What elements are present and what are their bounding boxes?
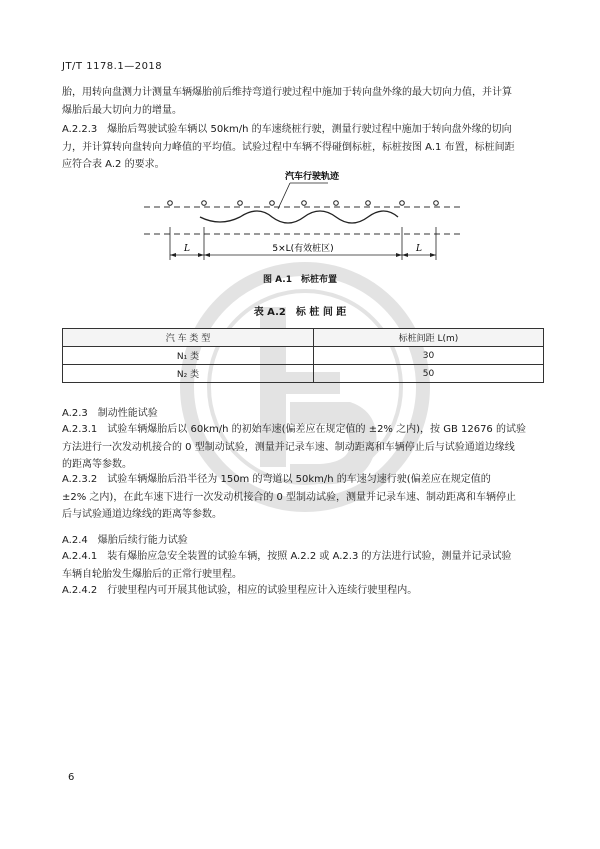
page-number: 6 [68, 772, 75, 783]
figure-caption: 图 A.1 标桩布置 [263, 275, 337, 285]
cell-vehicle-type: N₂ 类 [63, 365, 314, 383]
paragraph-a223: A.2.2.3 爆胎后驾驶试验车辆以 50km/h 的车速绕桩行驶，测量行驶过程中施加于转向盘外缘的切向 力，并计算转向盘转向力峰值的平均值。试验过程中车辆不得碰倒标桩，标桩按图 A.1 布置，标桩间距 应符合表 A.2 的要求。 [62, 124, 515, 170]
table-row [63, 347, 544, 365]
section-heading-a24: A.2.4 爆胎后续行能力试验 [62, 535, 188, 546]
stake-layout-figure [140, 165, 460, 275]
table-header-row [63, 329, 544, 347]
cell-stake-spacing: 50 [314, 365, 544, 383]
cell-vehicle-type: N₁ 类 [63, 347, 314, 365]
stake-marker [270, 201, 275, 206]
stake-marker [366, 201, 371, 206]
section-heading-a23: A.2.3 制动性能试验 [62, 408, 158, 419]
stake-marker [168, 201, 173, 206]
table-caption: 表 A.2 标 桩 间 距 [253, 307, 347, 318]
effective-zone-label: 5×L(有效桩区) [272, 244, 334, 254]
stake-marker [238, 201, 243, 206]
stake-marker [434, 201, 439, 206]
paragraph-intro: 胎，用转向盘测力计测量车辆爆胎前后维持弯道行驶过程中施加于转向盘外缘的最大切向力值，并计算 爆胎后最大切向力的增量。 [62, 87, 512, 116]
paragraph-a242: A.2.4.2 行驶里程内可开展其他试验，相应的试验里程应计入连续行驶里程内。 [62, 585, 418, 596]
cell-stake-spacing: 30 [314, 347, 544, 365]
table-row [63, 365, 544, 383]
left-spacing-label: L [184, 244, 190, 254]
stake-marker [334, 201, 339, 206]
trajectory-label: 汽车行驶轨迹 [284, 172, 340, 182]
header-stake-spacing: 标桩间距 L(m) [314, 329, 544, 347]
stake-marker [400, 201, 405, 206]
header-vehicle-type: 汽 车 类 型 [63, 329, 314, 347]
paragraph-a232: A.2.3.2 试验车辆爆胎后沿半径为 150m 的弯道以 50km/h 的车速匀速行驶(偏差应在规定值的 ±2% 之内)，在此车速下进行一次发动机接合的 0 型制动试验，测量并记录车速、制动距离和车辆停止 后与试验通道边缘线的距离等参数。 [62, 474, 517, 520]
stake-spacing-table [62, 328, 544, 383]
paragraph-a231: A.2.3.1 试验车辆爆胎后以 60km/h 的初始车速(偏差应在规定值的 ±2% 之内)，按 GB 12676 的试验 方法进行一次发动机接合的 0 型制动试验，测量并记录车速、制动距离和车辆停止后与试验通道边缘线 的距离等参数。 [62, 424, 526, 470]
paragraph-a241: A.2.4.1 装有爆胎应急安全装置的试验车辆，按照 A.2.2 或 A.2.3 的方法进行试验，测量并记录试验 车辆自轮胎发生爆胎后的正常行驶里程。 [62, 551, 512, 580]
stake-marker [302, 201, 307, 206]
vehicle-trajectory-path [200, 211, 398, 223]
right-spacing-label: L [416, 244, 422, 254]
document-code-header: JT/T 1178.1—2018 [62, 61, 163, 72]
stake-marker [202, 201, 207, 206]
